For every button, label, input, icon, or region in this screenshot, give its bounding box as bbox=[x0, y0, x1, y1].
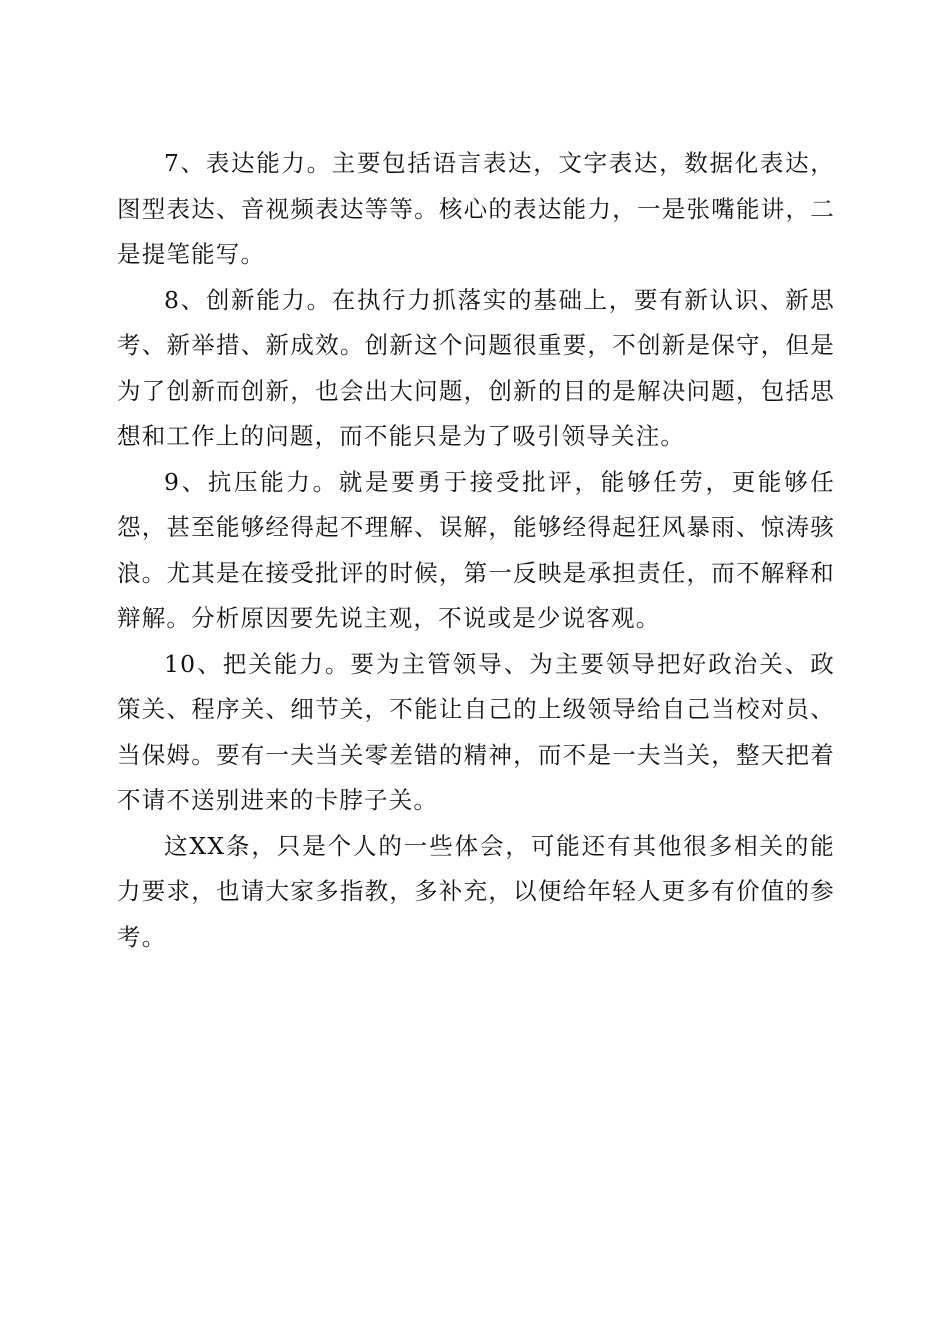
paragraph-gatekeeping-ability: 10、把关能力。要为主管领导、为主要领导把好政治关、政策关、程序关、细节关，不能让自己的上级领导给自己当校对员、当保姆。要有一夫当关零差错的精神，而不是一夫当关，整天把着不请不送别进来的卡脖子关。 bbox=[117, 649, 835, 814]
paragraph-conclusion: 这XX条，只是个人的一些体会，可能还有其他很多相关的能力要求，也请大家多指教，多补充，以便给年轻人更多有价值的参考。 bbox=[117, 831, 835, 951]
document-body bbox=[117, 141, 835, 960]
paragraph-expression-ability: 7、表达能力。主要包括语言表达，文字表达，数据化表达，图型表达、音视频表达等等。核心的表达能力，一是张嘴能讲，二是提笔能写。 bbox=[117, 149, 835, 268]
paragraph-stress-resistance-ability: 9、抗压能力。就是要勇于接受批评，能够任劳，更能够任怨，甚至能够经得起不理解、误解，能够经得起狂风暴雨、惊涛骇浪。尤其是在接受批评的时候，第一反映是承担责任，而不解释和辩解。分析原因要先说主观，不说或是少说客观。 bbox=[117, 467, 835, 632]
paragraph-innovation-ability: 8、创新能力。在执行力抓落实的基础上，要有新认识、新思考、新举措、新成效。创新这个问题很重要，不创新是保守，但是为了创新而创新，也会出大问题，创新的目的是解决问题，包括思想和工作上的问题，而不能只是为了吸引领导关注。 bbox=[117, 285, 835, 450]
